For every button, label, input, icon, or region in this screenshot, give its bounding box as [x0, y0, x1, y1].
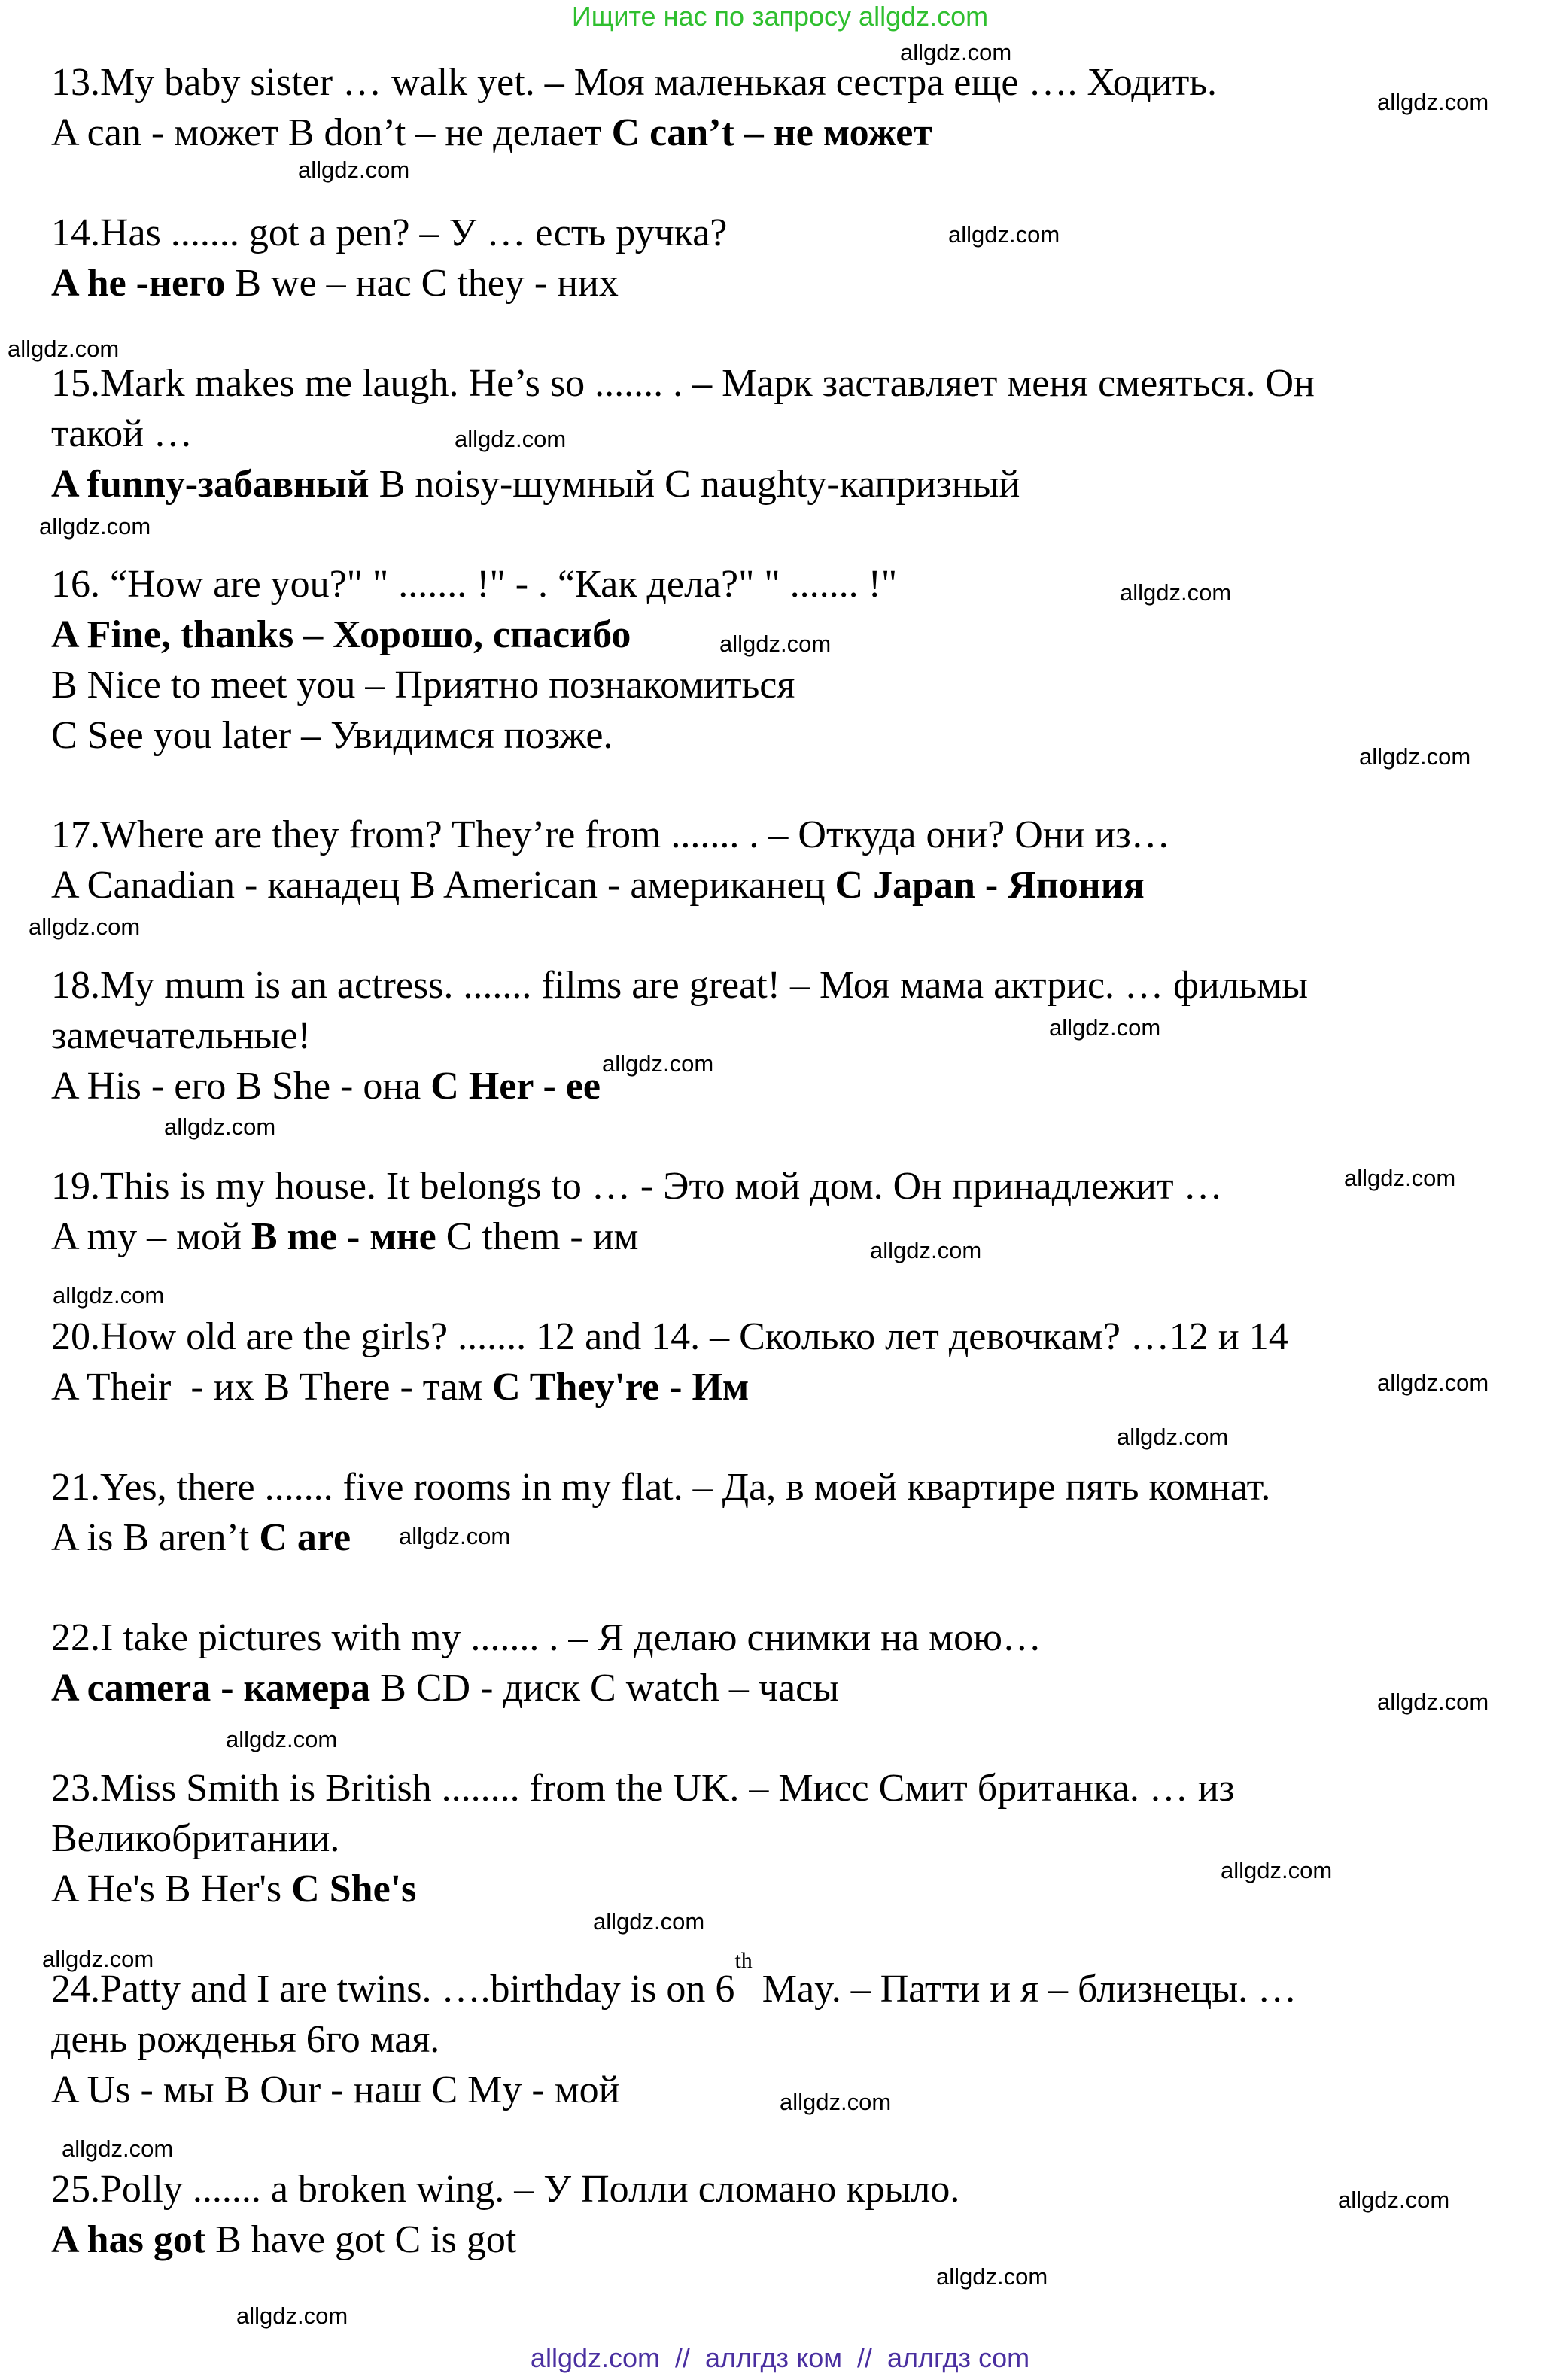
question-text: 23.Miss Smith is British ........ from the UK. – Мисс Смит британка. … из	[51, 1767, 1235, 1810]
watermark-text: allgdz.com	[164, 1114, 276, 1140]
question-text-cont: день рожденья 6го мая.	[51, 2018, 440, 2061]
watermark-text: allgdz.com	[870, 1237, 982, 1263]
correct-answer: A funny-забавный	[51, 463, 369, 506]
question-text-cont: Великобритании.	[51, 1817, 340, 1860]
watermark-text: allgdz.com	[8, 336, 120, 362]
watermark-text: allgdz.com	[399, 1523, 511, 1549]
watermark-text: allgdz.com	[1221, 1857, 1333, 1883]
question-21	[51, 1462, 1526, 1563]
watermark-text: allgdz.com	[948, 221, 1060, 248]
question-text: 15.Mark makes me laugh. He’s so ....... . – Марк заставляет меня смеяться. Он	[51, 362, 1315, 405]
option-text: C them - им	[436, 1215, 639, 1258]
option-text: A Their - их B There - там	[51, 1366, 493, 1409]
option-text: A He's B Her's	[51, 1868, 292, 1910]
answer-options	[51, 1362, 1526, 1412]
watermark-text: allgdz.com	[1120, 579, 1232, 606]
option-text: A is B aren’t	[51, 1516, 260, 1559]
correct-answer: C She's	[291, 1868, 417, 1910]
option-text: A Canadian - канадец B American - американец	[51, 864, 835, 907]
correct-answer: A Fine, thanks – Хорошо, спасибо	[51, 613, 631, 656]
answer-options	[51, 258, 1526, 309]
question-20	[51, 1312, 1526, 1412]
question-text-part: 24.Patty and I are twins. ….birthday is on 6	[51, 1968, 735, 2011]
question-13	[51, 57, 1526, 158]
question-text: 22.I take pictures with my ....... . – Я делаю снимки на мою…	[51, 1616, 1042, 1659]
question-18	[51, 960, 1526, 1111]
question-text: 14.Has ....... got a pen? – У … есть ручка?	[51, 211, 728, 254]
watermark-text: allgdz.com	[1377, 1688, 1489, 1715]
question-text: 21.Yes, there ....... five rooms in my flat. – Да, в моей квартире пять комнат.	[51, 1466, 1271, 1509]
answer-options	[51, 1663, 1526, 1713]
watermark-text: allgdz.com	[62, 2135, 174, 2162]
question-14	[51, 208, 1526, 309]
watermark-text: allgdz.com	[29, 913, 141, 940]
watermark-text: allgdz.com	[936, 2263, 1048, 2290]
top-banner[interactable]: Ищите нас по запросу allgdz.com	[571, 1, 989, 32]
watermark-text: allgdz.com	[593, 1908, 705, 1935]
watermark-text: allgdz.com	[900, 39, 1012, 65]
watermark-text: allgdz.com	[226, 1726, 338, 1752]
option-text: B noisy-шумный C naughty-капризный	[369, 463, 1020, 506]
option-text: B we – нас C they - них	[225, 262, 619, 305]
question-text: 20.How old are the girls? ....... 12 and 14. – Сколько лет девочкам? …12 и 14	[51, 1315, 1288, 1358]
watermark-text: allgdz.com	[53, 1282, 165, 1309]
watermark-text: allgdz.com	[719, 631, 832, 657]
answer-options	[51, 860, 1526, 910]
option-text: A His - его B She - она	[51, 1065, 431, 1108]
watermark-text: allgdz.com	[1377, 89, 1489, 115]
question-23	[51, 1763, 1526, 1914]
correct-answer: C They're - Им	[492, 1366, 750, 1409]
watermark-text: allgdz.com	[42, 1946, 154, 1972]
watermark-text: allgdz.com	[1117, 1424, 1229, 1450]
correct-answer: C Japan - Япония	[835, 864, 1145, 907]
question-text: 18.My mum is an actress. ....... films are great! – Моя мама актрис. … фильмы	[51, 964, 1309, 1007]
answer-options	[51, 459, 1526, 509]
correct-answer: C can’t – не может	[611, 111, 932, 154]
question-22	[51, 1613, 1526, 1713]
correct-answer: A camera - камера	[51, 1667, 371, 1710]
question-19	[51, 1161, 1526, 1262]
correct-answer: A he -него	[51, 262, 226, 305]
question-text-part: May. – Патти и я – близнецы. …	[752, 1968, 1297, 2011]
question-text-cont: такой …	[51, 412, 193, 455]
watermark-text: allgdz.com	[1359, 743, 1471, 770]
option-text: A can - может B don’t – не делает	[51, 111, 612, 154]
question-text: 19.This is my house. It belongs to … - Это мой дом. Он принадлежит …	[51, 1165, 1223, 1208]
question-text: 17.Where are they from? They’re from ....... . – Откуда они? Они из…	[51, 813, 1170, 856]
watermark-text: allgdz.com	[298, 157, 410, 183]
correct-answer: A has got	[51, 2218, 206, 2261]
question-text: 13.My baby sister … walk yet. – Моя маленькая сестра еще …. Ходить.	[51, 61, 1218, 104]
answer-options	[51, 1211, 1526, 1262]
ordinal-suffix: th	[734, 1948, 753, 1973]
answer-options	[51, 108, 1526, 158]
watermark-text: allgdz.com	[780, 2089, 892, 2115]
option-text: B CD - диск C watch – часы	[370, 1667, 840, 1710]
option-text: B have got C is got	[205, 2218, 517, 2261]
option-text: A my – мой	[51, 1215, 251, 1258]
answer-options	[51, 1061, 1526, 1111]
answer-options	[51, 2214, 1526, 2265]
watermark-text: allgdz.com	[1049, 1014, 1161, 1041]
correct-answer: C are	[259, 1516, 351, 1559]
watermark-text: allgdz.com	[1344, 1165, 1456, 1191]
footer-links[interactable]: allgdz.com // аллгдз ком // аллгдз com	[530, 2342, 1030, 2373]
watermark-text: allgdz.com	[1377, 1369, 1489, 1396]
watermark-text: allgdz.com	[236, 2302, 348, 2329]
question-text-cont: замечательные!	[51, 1014, 311, 1057]
watermark-text: allgdz.com	[602, 1050, 714, 1077]
watermark-text: allgdz.com	[39, 513, 151, 540]
question-text: 25.Polly ....... a broken wing. – У Полли сломано крыло.	[51, 2168, 960, 2211]
question-25	[51, 2164, 1526, 2265]
answer-options	[51, 1512, 1526, 1563]
question-15	[51, 358, 1526, 509]
correct-answer: B me - мне	[251, 1215, 436, 1258]
question-16	[51, 559, 1526, 761]
correct-answer: C Her - ее	[430, 1065, 601, 1108]
watermark-text: allgdz.com	[1338, 2187, 1450, 2213]
question-text: 16. “How are you?" " ....... !" - . “Как дела?" " ....... !"	[51, 563, 898, 606]
option-text: C See you later – Увидимся позже.	[51, 714, 613, 757]
answer-options: A Us - мы B Our - наш C My - мой	[51, 2068, 620, 2111]
watermark-text: allgdz.com	[455, 426, 567, 452]
question-17	[51, 810, 1526, 910]
option-text: B Nice to meet you – Приятно познакомиться	[51, 664, 795, 707]
